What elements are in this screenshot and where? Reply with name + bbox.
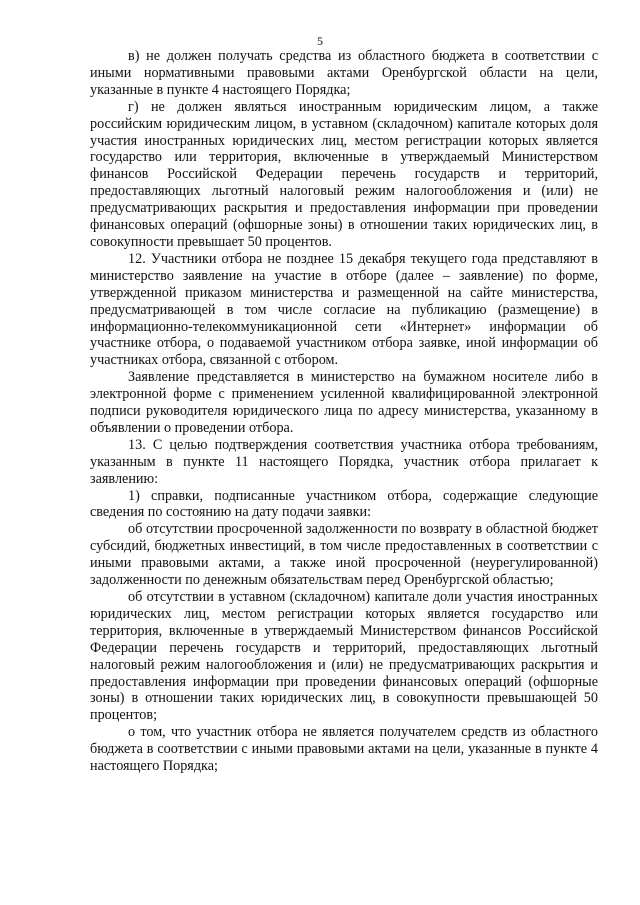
paragraph-v: в) не должен получать средства из областного бюджета в соответствии с иными нормативными правовыми актами Оренбургской области на цели, указанные в пункте 4 настоящего Порядка; (90, 48, 598, 98)
document-body (90, 48, 598, 775)
paragraph-no-foreign-share: об отсутствии в уставном (складочном) капитале доли участия иностранных юридических лиц, местом регистрации которых является государство или территория, включенные в утверждаемый Министерством финансов Российской Федерации перечень государств и территорий, предоставляющих льготный налоговый режим налогообложения и (или) не предусматривающих раскрытия и предоставления информации при проведении финансовых операций (офшорные зоны) в отношении таких юридических лиц, в совокупности превышающей 50 процентов; (90, 589, 598, 724)
page-number: 5 (317, 34, 323, 48)
paragraph-12: 12. Участники отбора не позднее 15 декабря текущего года представляют в министерство заявление на участие в отборе (далее – заявление) по форме, утвержденной приказом министерства и размещенной на сайте министерства, предусматривающей в том числе согласие на публикацию (размещение) в информационно-телекоммуникационной сети «Интернет» информации об участнике отбора, о подаваемой участником отбора заявке, иной информации об участниках отбора, связанной с отбором. (90, 250, 598, 369)
paragraph-13-1: 1) справки, подписанные участником отбора, содержащие следующие сведения по состоянию на дату подачи заявки: (90, 487, 598, 521)
paragraph-no-overdue-debt: об отсутствии просроченной задолженности по возврату в областной бюджет субсидий, бюджетных инвестиций, в том числе предоставленных в соответствии с иными правовыми актами, а также иной просроченной (неурегулированной) задолженности по денежным обязательствам перед Оренбургской областью; (90, 521, 598, 589)
paragraph-g: г) не должен являться иностранным юридическим лицом, а также российским юридическим лицом, в уставном (складочном) капитале которых доля участия иностранных юридических лиц, местом регистрации которых является государство или территория, включенные в утверждаемый Министерством финансов Российской Федерации перечень государств и территорий, предоставляющих льготный налоговый режим налогообложения и (или) не предусматривающих раскрытия и предоставления информации при проведении финансовых операций (офшорные зоны) в отношении таких юридических лиц, в совокупности превышает 50 процентов. (90, 98, 598, 250)
paragraph-not-recipient: о том, что участник отбора не является получателем средств из областного бюджета в соответствии с иными правовыми актами на цели, указанные в пункте 4 настоящего Порядка; (90, 724, 598, 775)
paragraph-application-submission: Заявление представляется в министерство на бумажном носителе либо в электронной форме с применением усиленной квалифицированной электронной подписи руководителя юридического лица по адресу министерства, указанному в объявлении о проведении отбора. (90, 369, 598, 436)
paragraph-13: 13. С целью подтверждения соответствия участника отбора требованиям, указанным в пункте 11 настоящего Порядка, участник отбора прилагает к заявлению: (90, 436, 598, 487)
